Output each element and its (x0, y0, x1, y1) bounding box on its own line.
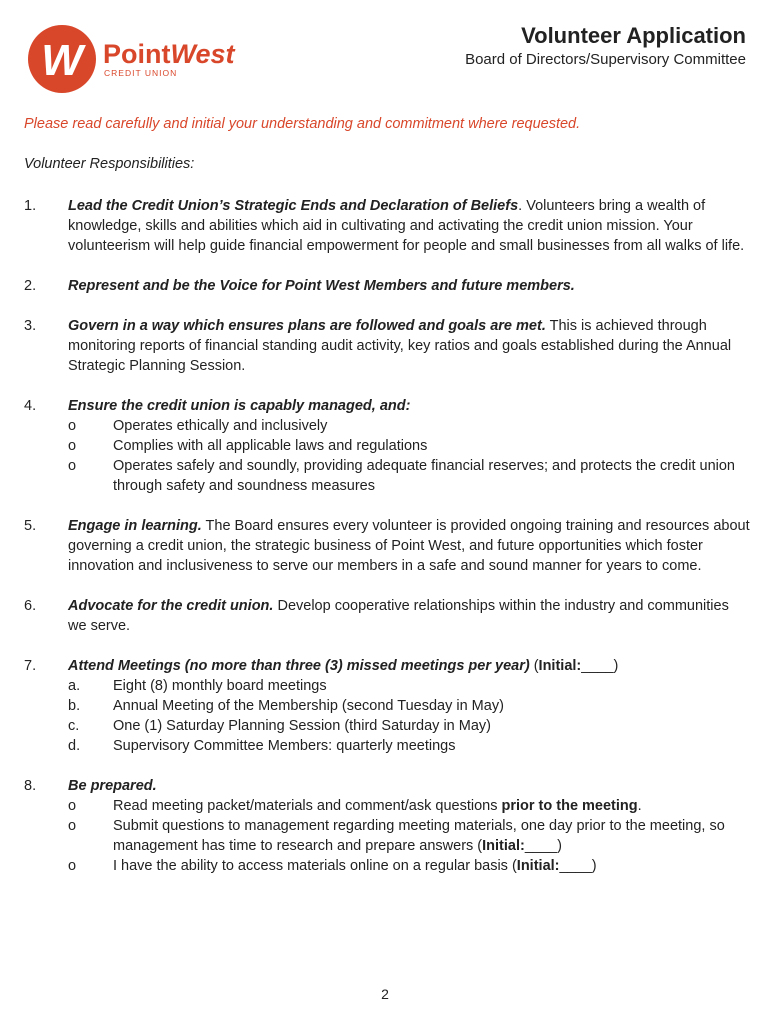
list-item (24, 656, 750, 756)
item-number: 1. (24, 198, 37, 214)
sub-item-text: One (1) Saturday Planning Session (third Saturday in May) (113, 718, 491, 734)
initial-field[interactable]: ____ (581, 658, 614, 674)
sub-item (68, 796, 750, 816)
sub-item-marker: o (68, 858, 77, 874)
item-lead: Govern in a way which ensures plans are followed and goals are met. (68, 318, 546, 334)
item-number: 3. (24, 318, 37, 334)
list-item (24, 396, 750, 496)
item-close: ) (613, 658, 619, 674)
sub-item-marker: o (68, 458, 77, 474)
sub-item-after: . (637, 798, 642, 814)
list-item (24, 276, 750, 296)
initial-field[interactable]: ____) (559, 858, 597, 874)
sub-item-text: Submit questions to management regarding meeting materials, one day prior to the meeting, so management has time to research and prepare answers ( (113, 818, 725, 854)
sub-item-marker: c. (68, 718, 80, 734)
item-lead: Lead the Credit Union’s Strategic Ends and Declaration of Beliefs (68, 198, 519, 214)
sub-item-marker: a. (68, 678, 81, 694)
item-number: 8. (24, 778, 37, 794)
item-text: Develop cooperative relationships within the industry and communities we serve. (68, 598, 729, 634)
item-number: 7. (24, 658, 37, 674)
sub-item-text: I have the ability to access materials online on a regular basis ( (113, 858, 517, 874)
document-title: Volunteer Application (521, 23, 746, 48)
sub-item (68, 696, 750, 716)
initial-field[interactable]: ____) (524, 838, 562, 854)
sub-item-text: Supervisory Committee Members: quarterly meetings (113, 738, 456, 754)
sub-item-marker: o (68, 798, 77, 814)
list-item (24, 516, 750, 576)
sub-item-text: Operates safely and soundly, providing adequate financial reserves; and protects the credit union through safety and soundness measures (113, 458, 735, 494)
logo-letter: W (41, 36, 83, 85)
sub-item (68, 816, 750, 856)
point-west-logo (27, 24, 257, 94)
sub-item-marker: o (68, 418, 77, 434)
sub-item-text: Operates ethically and inclusively (113, 418, 328, 434)
item-text: . Volunteers bring a wealth of knowledge, skills and abilities which aid in cultivating and activating the credit union mission. Your volunteerism will help guide financial empowerment for people and small businesses from all walks of life. (68, 198, 745, 254)
item-number: 5. (24, 518, 37, 534)
item-text: ( (529, 658, 539, 674)
sub-item (68, 416, 750, 436)
list-item (24, 776, 750, 876)
item-lead: Engage in learning. (68, 518, 202, 534)
sub-item-marker: o (68, 818, 77, 834)
item-text: The Board ensures every volunteer is provided ongoing training and resources about governing a credit union, the strategic business of Point West, and future opportunities which foster innovation and inclusiveness to serve our members in a safe and sound manner for years to come. (68, 518, 750, 574)
responsibilities-list (24, 196, 750, 896)
initial-label: Initial: (516, 858, 560, 874)
document-subtitle: Board of Directors/Supervisory Committee (465, 51, 746, 68)
list-item (24, 196, 750, 256)
item-lead: Be prepared. (68, 778, 157, 794)
logo-mark (27, 24, 257, 94)
sub-item-marker: b. (68, 698, 81, 714)
intro-instruction: Please read carefully and initial your understanding and commitment where requested. (24, 116, 581, 132)
sub-item (68, 676, 750, 696)
logo-subtitle: CREDIT UNION (104, 68, 178, 78)
initial-label: Initial: (482, 838, 525, 854)
responsibilities-label: Volunteer Responsibilities: (24, 156, 195, 172)
sub-item (68, 456, 750, 496)
sub-item-text: Complies with all applicable laws and regulations (113, 438, 428, 454)
sub-item-text: Annual Meeting of the Membership (second Tuesday in May) (113, 698, 504, 714)
item-lead: Advocate for the credit union. (68, 598, 274, 614)
logo-brand-west: West (170, 39, 235, 69)
logo-brand-point: Point (103, 39, 171, 69)
item-number: 6. (24, 598, 37, 614)
sub-item-marker: d. (68, 738, 81, 754)
sub-item-text: Read meeting packet/materials and comment/ask questions (113, 798, 502, 814)
document-header (465, 22, 746, 70)
item-lead: Ensure the credit union is capably managed, and: (68, 398, 411, 414)
item-number: 4. (24, 398, 37, 414)
sub-item-text: Eight (8) monthly board meetings (113, 678, 327, 694)
list-item (24, 596, 750, 636)
sub-item-marker: o (68, 438, 77, 454)
item-lead: Represent and be the Voice for Point West Members and future members. (68, 278, 575, 294)
item-number: 2. (24, 278, 37, 294)
page-number: 2 (381, 986, 389, 1002)
sub-item (68, 736, 750, 756)
sub-item (68, 436, 750, 456)
list-item (24, 316, 750, 376)
initial-label: Initial: (538, 658, 582, 674)
item-lead: Attend Meetings (no more than three (3) missed meetings per year) (68, 658, 530, 674)
sub-item-bold: prior to the meeting (501, 798, 638, 814)
logo-brand (103, 39, 236, 69)
sub-item (68, 716, 750, 736)
sub-item (68, 856, 750, 876)
item-text: This is achieved through monitoring reports of financial standing audit activity, key ratios and goals established during the Annual Strategic Planning Session. (68, 318, 732, 374)
